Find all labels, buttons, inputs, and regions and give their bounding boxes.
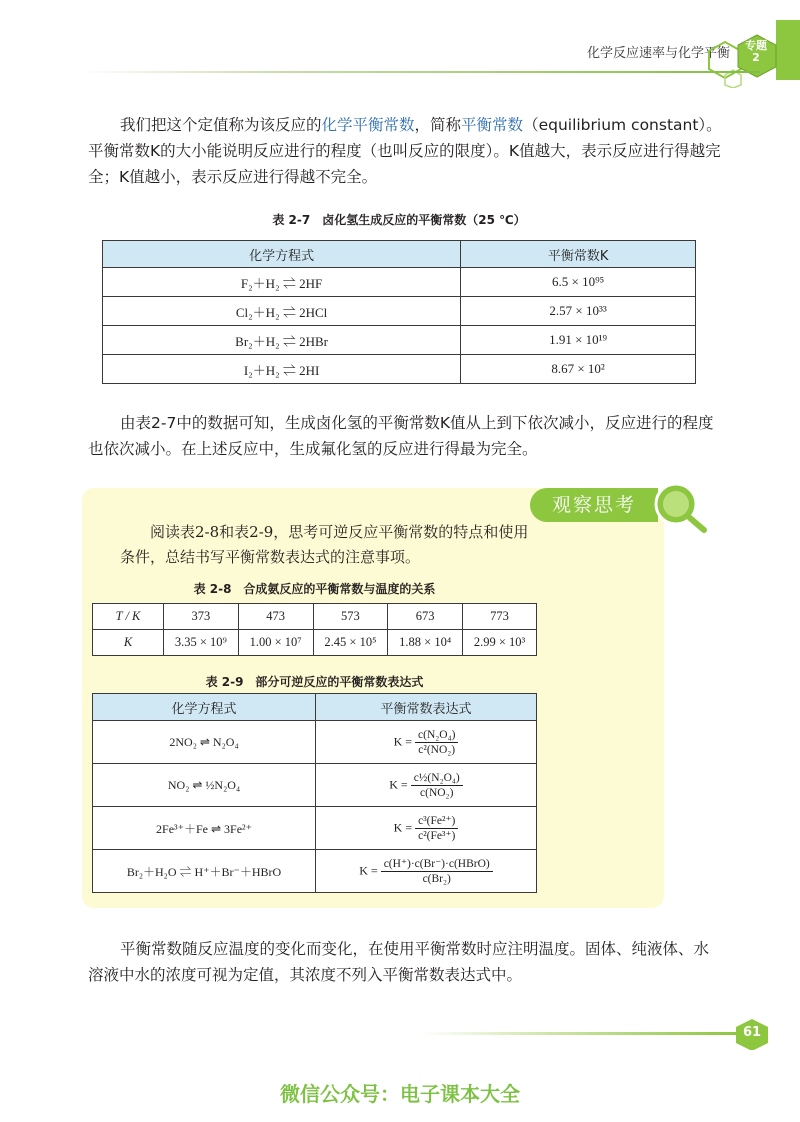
equation-cell: NO₂ ⇌ ½N₂O₄ — [93, 764, 316, 807]
page-number: 61 — [742, 1025, 762, 1040]
k-cell: 2.57 × 10³³ — [461, 297, 696, 326]
para1-text-mid: ，简称 — [414, 116, 462, 134]
col-header-equation: 化学方程式 — [93, 694, 316, 721]
denominator: c(Br₂) — [422, 872, 451, 885]
table-2-7 — [102, 240, 696, 384]
table-row — [103, 326, 696, 355]
table-2-7-caption: 表 2-7 卤化氢生成反应的平衡常数（25 ℃） — [272, 213, 526, 227]
k-cell: 1.88 × 10⁴ — [388, 630, 463, 656]
table-row — [93, 850, 537, 893]
chapter-badge — [736, 34, 776, 76]
observe-instruction: 阅读表2-8和表2-9，思考可逆反应平衡常数的特点和使用条件，总结书写平衡常数表达式的注意事项。 — [120, 523, 529, 566]
table-row — [103, 268, 696, 297]
table-row — [93, 721, 537, 764]
numerator: c³(Fe²⁺) — [415, 814, 458, 829]
table-2-9 — [92, 693, 537, 893]
table-row — [93, 807, 537, 850]
k-cell: 3.35 × 10⁹ — [164, 630, 239, 656]
row-label-t: T / K — [93, 604, 164, 630]
temp-cell: 673 — [388, 604, 463, 630]
denominator: c²(Fe³⁺) — [418, 829, 456, 842]
equation-cell: Cl₂＋H₂ ⇌ 2HCl — [103, 297, 461, 326]
row-label-k: K — [93, 630, 164, 656]
corner-bar — [776, 20, 800, 80]
numerator: c(H⁺)·c(Br⁻)·c(HBrO) — [381, 857, 493, 872]
fraction — [415, 814, 458, 843]
paragraph-definition — [88, 112, 723, 190]
observe-think-tab: 观察思考 — [530, 488, 658, 522]
equation-cell: I₂＋H₂ ⇌ 2HI — [103, 355, 461, 384]
table-2-9-caption: 表 2-9 部分可逆反应的平衡常数表达式 — [205, 675, 424, 689]
magnifier-icon — [648, 478, 710, 534]
k-cell: 2.45 × 10⁵ — [313, 630, 388, 656]
expression-cell — [316, 850, 537, 893]
fraction — [381, 857, 493, 886]
col-header-equation: 化学方程式 — [103, 241, 461, 268]
equation-cell: Br₂＋H₂O ⇌ H⁺＋Br⁻＋HBrO — [93, 850, 316, 893]
table-row-temperature — [93, 604, 537, 630]
fraction — [411, 771, 463, 800]
temp-cell: 473 — [238, 604, 313, 630]
table-row — [93, 764, 537, 807]
paragraph-analysis: 由表2-7中的数据可知，生成卤化氢的平衡常数K值从上到下依次减小，反应进行的程度也依次减小。在上述反应中，生成氟化氢的反应进行得最为完全。 — [88, 414, 714, 458]
temp-cell: 573 — [313, 604, 388, 630]
k-cell: 1.00 × 10⁷ — [238, 630, 313, 656]
temp-cell: 373 — [164, 604, 239, 630]
numerator: c(N₂O₄) — [415, 728, 458, 743]
k-cell: 8.67 × 10² — [461, 355, 696, 384]
paragraph-note: 平衡常数随反应温度的变化而变化，在使用平衡常数时应注明温度。固体、纯液体、水溶液中水的浓度可视为定值，其浓度不列入平衡常数表达式中。 — [88, 940, 710, 984]
table-2-8-caption: 表 2-8 合成氨反应的平衡常数与温度的关系 — [193, 582, 436, 596]
header-rule — [80, 71, 760, 73]
k-cell: 2.99 × 10³ — [463, 630, 537, 656]
badge-label: 专题 — [745, 39, 767, 52]
expression-cell — [316, 807, 537, 850]
k-cell: 6.5 × 10⁹⁵ — [461, 268, 696, 297]
col-header-k: 平衡常数K — [461, 241, 696, 268]
watermark-text: 微信公众号：电子课本大全 — [280, 1082, 520, 1106]
expression-cell — [316, 721, 537, 764]
col-header-expression: 平衡常数表达式 — [316, 694, 537, 721]
expression-cell — [316, 764, 537, 807]
para1-text-pre: 我们把这个定值称为该反应的 — [120, 116, 322, 134]
equation-cell: F₂＋H₂ ⇌ 2HF — [103, 268, 461, 297]
equation-cell: 2NO₂ ⇌ N₂O₄ — [93, 721, 316, 764]
fraction — [415, 728, 458, 757]
k-symbol: K = — [359, 862, 378, 877]
equation-cell: Br₂＋H₂ ⇌ 2HBr — [103, 326, 461, 355]
numerator: c½(N₂O₄) — [411, 771, 463, 786]
k-symbol: K = — [389, 776, 408, 791]
k-symbol: K = — [393, 819, 413, 834]
footer-rule — [420, 1032, 738, 1035]
badge-number: 2 — [752, 51, 760, 64]
table-row — [103, 355, 696, 384]
table-row — [103, 297, 696, 326]
term-equilibrium-constant-full: 化学平衡常数 — [321, 116, 415, 134]
equation-cell: 2Fe³⁺＋Fe ⇌ 3Fe²⁺ — [93, 807, 316, 850]
table-row-k — [93, 630, 537, 656]
term-equilibrium-constant-short: 平衡常数 — [461, 116, 524, 134]
temp-cell: 773 — [463, 604, 537, 630]
denominator: c²(NO₂) — [418, 743, 456, 756]
chapter-title: 化学反应速率与化学平衡 — [586, 46, 730, 61]
denominator: c(NO₂) — [420, 786, 454, 799]
k-symbol: K = — [393, 733, 413, 748]
table-2-8 — [92, 603, 537, 656]
para1-text-post: （equilibrium constant）。平衡常数K的大小能说明反应进行的程度（也叫反应的限度）。K值越大，表示反应进行得越完全；K值越小，表示反应进行得越不完全。 — [88, 116, 722, 186]
k-cell: 1.91 × 10¹⁹ — [461, 326, 696, 355]
